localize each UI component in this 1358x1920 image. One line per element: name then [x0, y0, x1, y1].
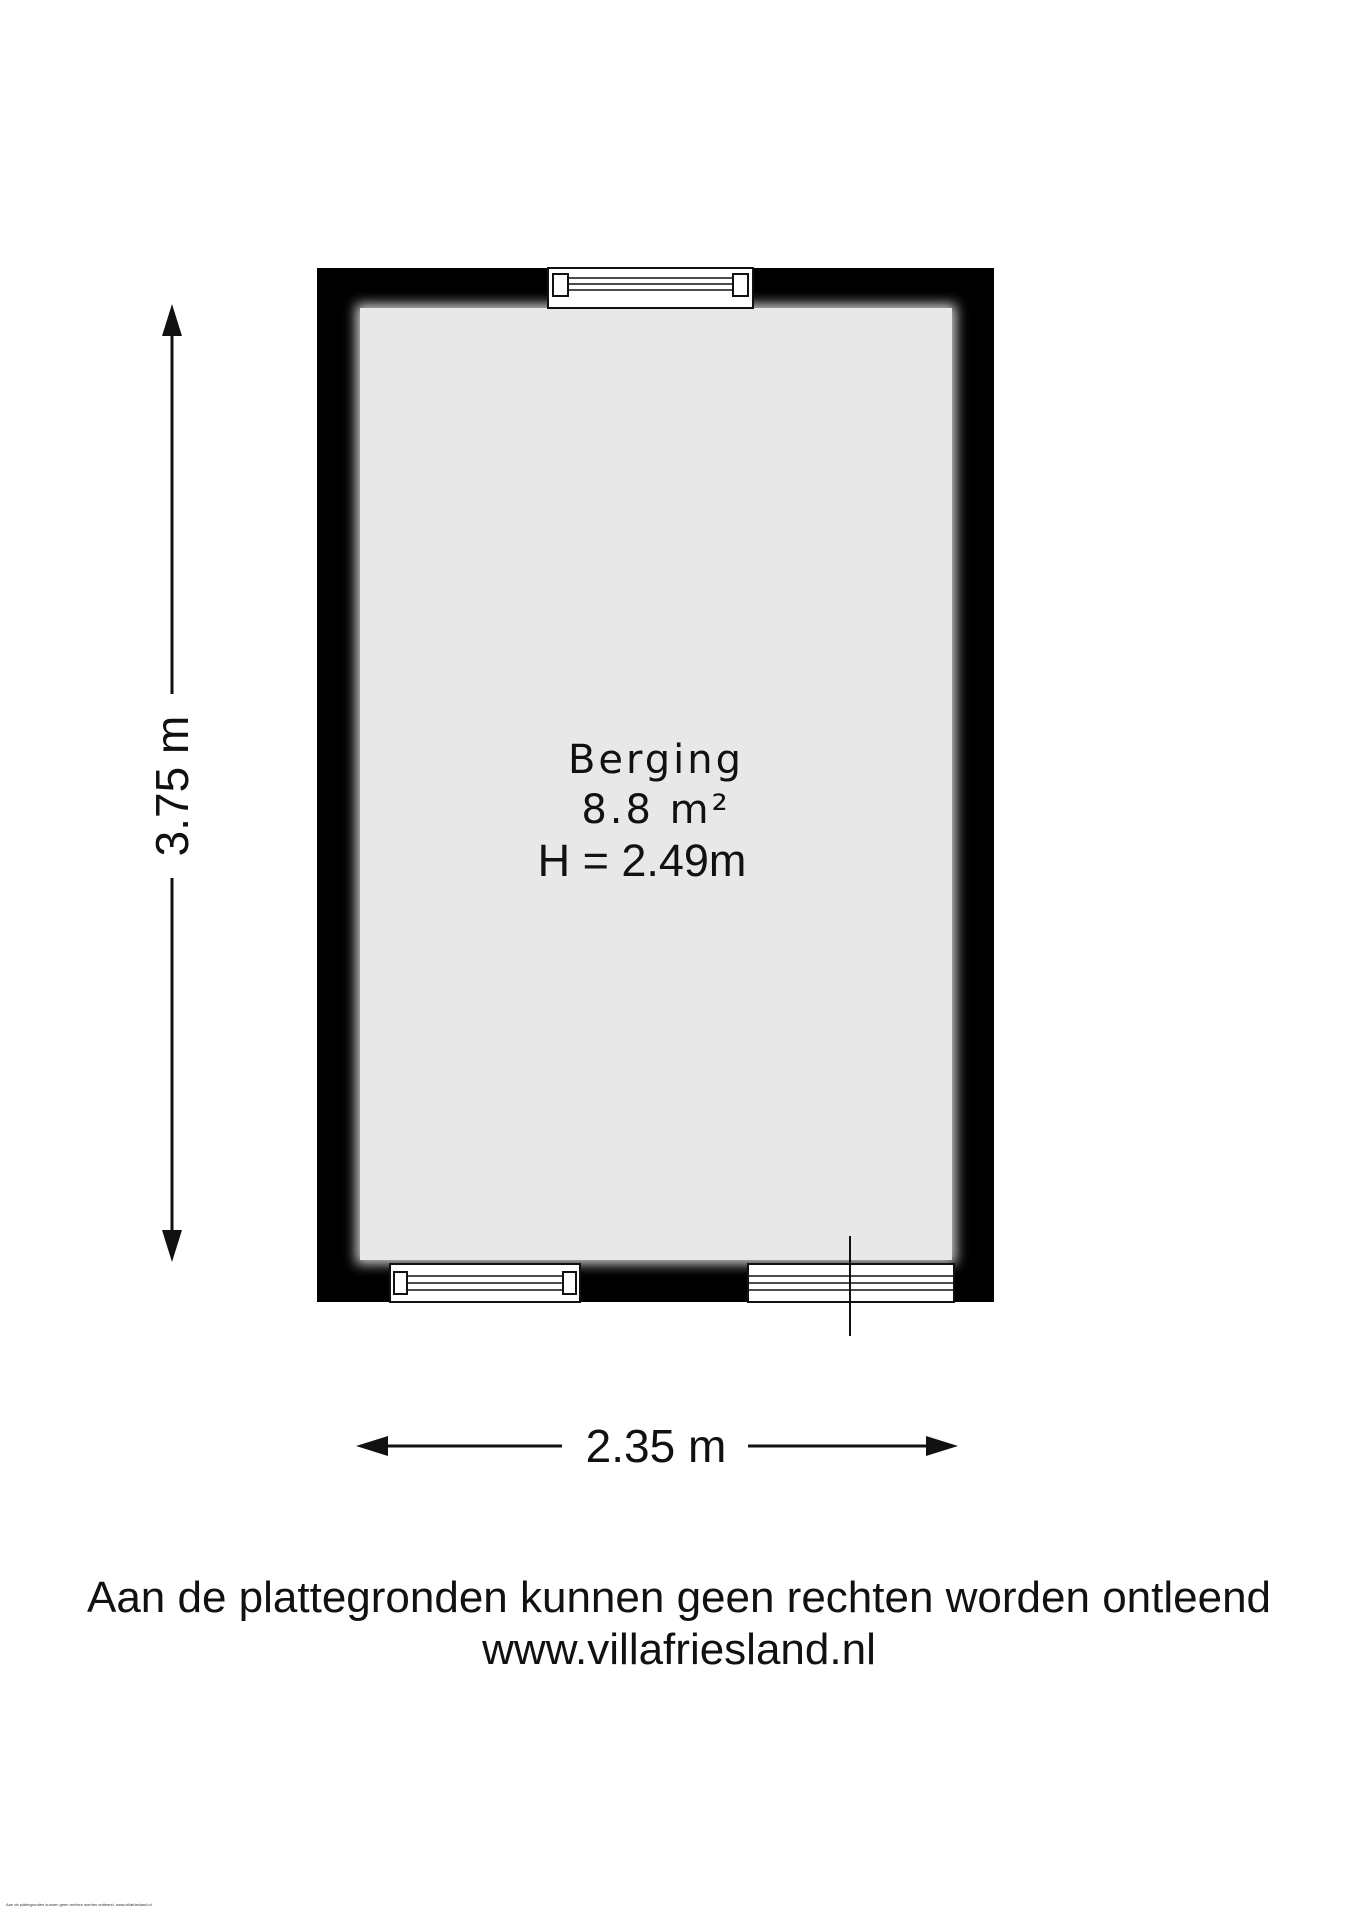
window-bottom-left: [390, 1264, 580, 1302]
room-walls: [317, 268, 994, 1302]
window-top-frame-right: [733, 274, 748, 296]
arrow-head-icon: [926, 1436, 958, 1456]
room-height: H = 2.49m: [537, 835, 747, 886]
dimension-width-label: 2.35 m: [585, 1420, 727, 1472]
window-top: [548, 268, 753, 308]
window-bottom-left-frame-right: [563, 1272, 576, 1294]
arrow-head-icon: [162, 1230, 182, 1262]
arrow-head-icon: [162, 304, 182, 336]
window-top-opening: [548, 268, 753, 308]
fine-print: Aan de plattegronden kunnen geen rechten worden ontleend. www.villafriesland.nl: [6, 1902, 152, 1907]
dimension-height-label: 3.75 m: [146, 715, 198, 857]
arrow-head-icon: [356, 1436, 388, 1456]
disclaimer-text: Aan de plattegronden kunnen geen rechten worden ontleend: [86, 1573, 1272, 1622]
window-bottom-left-frame-left: [394, 1272, 407, 1294]
dimension-width: [356, 1420, 958, 1472]
room-floor: [360, 308, 952, 1260]
room-name: Berging: [567, 737, 745, 783]
window-top-frame-left: [553, 274, 568, 296]
website-link[interactable]: www.villafriesland.nl: [482, 1625, 876, 1674]
dimension-height: [146, 304, 198, 1262]
room-area: 8.8 m²: [581, 787, 731, 833]
